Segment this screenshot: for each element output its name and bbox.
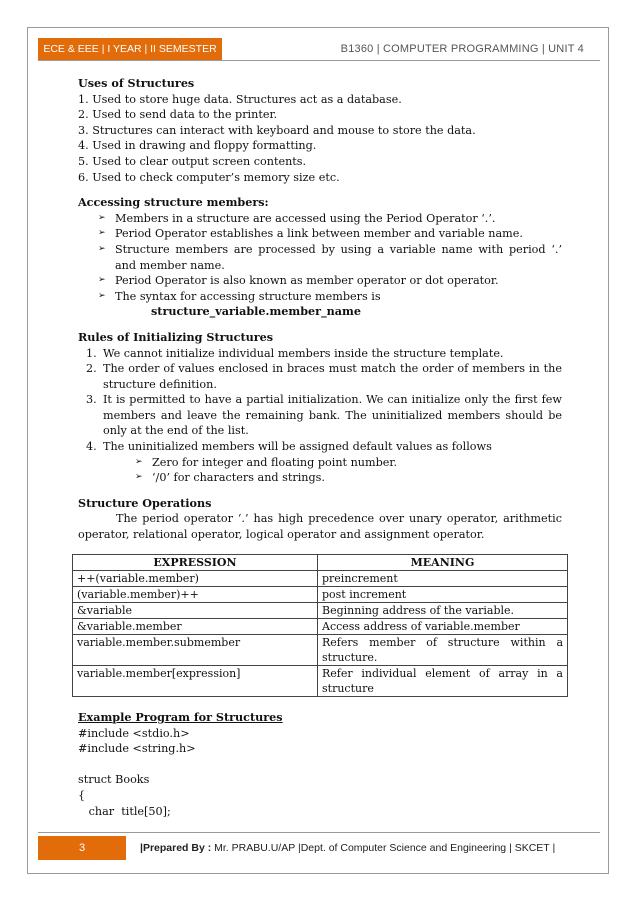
meaning-cell: Access address of variable.member xyxy=(318,619,568,635)
operations-heading: Structure Operations xyxy=(78,495,212,510)
expression-cell: ++(variable.member) xyxy=(73,571,318,587)
code-line: struct Books xyxy=(78,773,150,787)
meaning-cell: Refers member of structure within a structure. xyxy=(318,635,568,666)
list-item: 1. We cannot initialize individual members inside the structure template. xyxy=(86,346,504,360)
list-item: 1. Used to store huge data. Structures act as a database. xyxy=(78,92,402,106)
table-header-row xyxy=(73,555,568,571)
code-line: #include <stdio.h> xyxy=(78,726,190,740)
expression-cell: &variable.member xyxy=(73,619,318,635)
list-item: 2. The order of values enclosed in braces must match the order of members in the structure definition. xyxy=(86,362,562,391)
page-number: 3 xyxy=(38,836,126,860)
rules-heading: Rules of Initializing Structures xyxy=(78,329,274,344)
column-header-meaning: MEANING xyxy=(318,555,568,571)
table-row xyxy=(73,571,568,587)
list-item: 6. Used to check computer’s memory size etc. xyxy=(78,170,340,184)
table-row xyxy=(73,666,568,697)
header-course-tag: ECE & EEE | I YEAR | II SEMESTER xyxy=(38,38,222,60)
expression-cell: &variable xyxy=(73,603,318,619)
example-program xyxy=(78,710,562,819)
footer-credits xyxy=(140,836,555,860)
table-row xyxy=(73,587,568,603)
code-line: { xyxy=(78,788,86,802)
code-line xyxy=(78,757,562,773)
accessing-list xyxy=(78,211,562,305)
rules-list xyxy=(78,346,562,486)
arrow-bullet-icon: ➢ xyxy=(135,472,143,483)
meaning-cell: preincrement xyxy=(318,571,568,587)
arrow-bullet-icon: ➢ xyxy=(135,456,143,467)
uses-list xyxy=(78,92,562,186)
syntax-example: structure_variable.member_name xyxy=(151,304,362,319)
header-divider xyxy=(38,60,600,61)
meaning-cell: Refer individual element of array in a structure xyxy=(318,666,568,697)
defaults-list xyxy=(103,455,562,486)
footer-divider xyxy=(38,832,600,833)
prepared-by-label: |Prepared By : xyxy=(140,842,212,854)
table-row xyxy=(73,603,568,619)
example-title: Example Program for Structures xyxy=(78,710,283,724)
list-item: 4. Used in drawing and floppy formatting. xyxy=(78,139,317,153)
accessing-heading: Accessing structure members: xyxy=(78,195,269,210)
list-item: ➢ ‘/0’ for characters and strings. xyxy=(135,471,325,485)
arrow-bullet-icon: ➢ xyxy=(98,290,106,301)
arrow-bullet-icon: ➢ xyxy=(98,228,106,239)
list-item: 4. The uninitialized members will be assigned default values as follows ➢ Zero for integer and floating point number. ➢ ‘/0’ for characters and strings. xyxy=(103,439,562,486)
list-item: ➢ Structure members are processed by using a variable name with period ‘.’ and member name. xyxy=(98,242,562,272)
code-line: char title[50]; xyxy=(78,804,171,818)
expression-cell: variable.member.submember xyxy=(73,635,318,666)
list-item: ➢ Period Operator is also known as member operator or dot operator. xyxy=(98,274,499,288)
header-title: B1360 | COMPUTER PROGRAMMING | UNIT 4 xyxy=(340,43,584,55)
main-content xyxy=(78,76,562,543)
uses-heading: Uses of Structures xyxy=(78,76,195,90)
list-item: 3. It is permitted to have a partial initialization. We can initialize only the first few members and leave the remaining bank. The uninitialized members should be only at the end of the list. xyxy=(86,393,562,438)
list-item: ➢ The syntax for accessing structure members is xyxy=(98,289,381,303)
expression-cell: (variable.member)++ xyxy=(73,587,318,603)
list-item: 3. Structures can interact with keyboard and mouse to store the data. xyxy=(78,123,476,137)
list-item: ➢ Zero for integer and floating point number. xyxy=(135,455,398,469)
footer-credits-text: Mr. PRABU.U/AP |Dept. of Computer Science and Engineering | SKCET | xyxy=(211,842,556,854)
column-header-expression: EXPRESSION xyxy=(73,555,318,571)
list-item: ➢ Members in a structure are accessed using the Period Operator ‘.’. xyxy=(98,211,496,225)
table-row xyxy=(73,619,568,635)
list-item: ➢ Period Operator establishes a link between member and variable name. xyxy=(98,227,523,241)
meaning-cell: Beginning address of the variable. xyxy=(318,603,568,619)
list-item: 2. Used to send data to the printer. xyxy=(78,108,278,122)
arrow-bullet-icon: ➢ xyxy=(98,212,106,223)
table-row xyxy=(73,635,568,666)
arrow-bullet-icon: ➢ xyxy=(98,243,106,254)
expression-table xyxy=(72,554,568,697)
operations-paragraph: The period operator ‘.’ has high precedence over unary operator, arithmetic operator, relational operator, logical operator and assignment operator. xyxy=(78,512,562,542)
expression-cell: variable.member[expression] xyxy=(73,666,318,697)
arrow-bullet-icon: ➢ xyxy=(98,275,106,286)
meaning-cell: post increment xyxy=(318,587,568,603)
code-line: #include <string.h> xyxy=(78,742,196,756)
list-item: 5. Used to clear output screen contents. xyxy=(78,154,307,168)
